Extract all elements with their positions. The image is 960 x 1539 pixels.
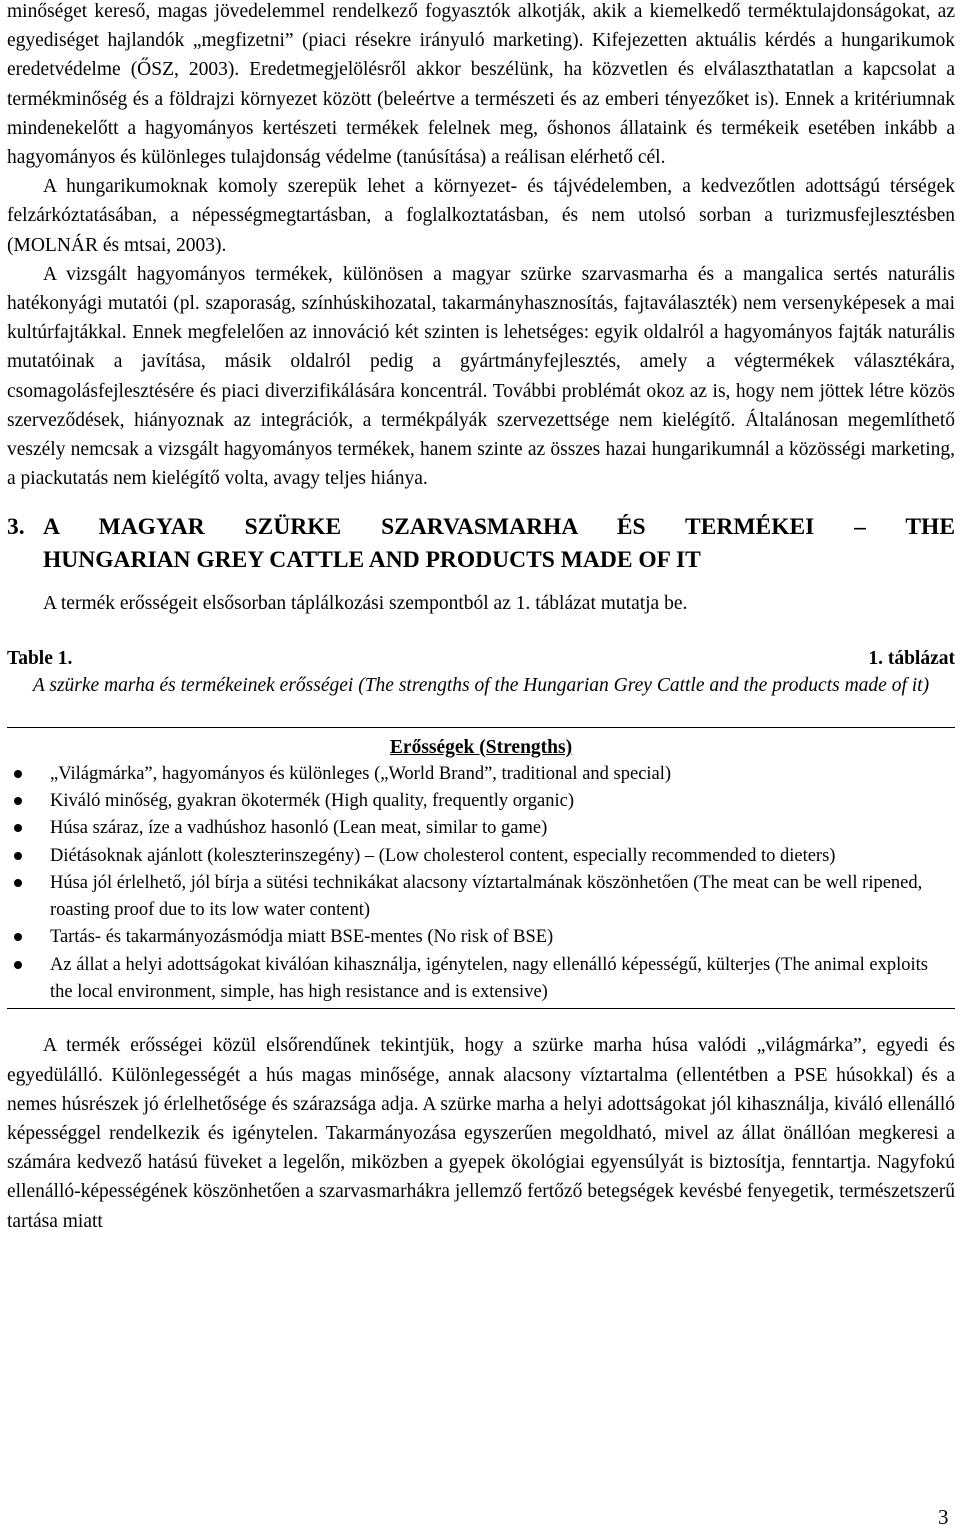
section-title-line-2: HUNGARIAN GREY CATTLE AND PRODUCTS MADE OF IT [43,547,701,574]
list-item [7,788,955,815]
list-item [7,761,955,788]
list-item [7,815,955,842]
strengths-list [7,761,955,1007]
table-label-hu: 1. táblázat [868,647,955,669]
body-paragraph-4: A termék erősségei közül elsőrendűnek tekintjük, hogy a szürke marha húsa valódi „világmárka”, egyedi és egyedülálló. Különlegességét a hús magas minősége, annak alacsony víztartalma (ellentétben a PSE húsokkal) és a nemes húsrészek jó érlelhetősége és szárazsága adja. A szürke marha a helyi adottságokat jól kihasználja, kiváló ellenálló képességgel rendelkezik és igénytelen. Takarmányozása egyszerűen megoldható, mivel az állat önállóan megkeresi a számára kedvező hatású füveket a legelőn, miközben a gyepek ökológiai egyensúlyát is biztosítja, fenntartja. Nagyfokú ellenálló-képességének köszönhetően a szarvasmarhákra jellemző fertőző betegségek kevésbé fenyegetik, természetszerű tartása miatt [7,1035,955,1232]
strengths-table [7,727,955,1010]
list-item [7,870,955,925]
section-title-line-1: A MAGYAR SZÜRKE SZARVASMARHA ÉS TERMÉKEI – THE [43,514,955,541]
bullet-icon [14,770,22,778]
table-label-row [7,645,955,672]
list-item-text: Kiváló minőség, gyakran ökotermék (High quality, frequently organic) [50,790,575,811]
list-item [7,843,955,870]
list-item-text: Diétásoknak ajánlott (koleszterinszegény) – (Low cholesterol content, especially recommended to dieters) [50,845,836,866]
list-item-text: Tartás- és takarmányozásmódja miatt BSE-mentes (No risk of BSE) [50,927,554,948]
bullet-icon [14,824,22,832]
section-title [43,511,955,577]
bullet-icon [14,797,22,805]
list-item-text: „Világmárka”, hagyományos és különleges („World Brand”, traditional and special) [50,763,672,784]
document-page [7,0,955,1236]
list-item-text: Húsa száraz, íze a vadhúshoz hasonló (Lean meat, similar to game) [50,818,548,839]
body-paragraph-1: minőséget kereső, magas jövedelemmel rendelkező fogyasztók alkotják, akik a kiemelkedő terméktulajdonságokat, az egyediséget hajlandók „megfizetni” (piaci résekre irányuló marketing). Kifejezetten aktuális kérdés a hungarikumok eredetvédelme (ŐSZ, 2003). Eredetmegjelölésről akkor beszélünk, ha közvetlen és elválaszthatatlan a kapcsolat a termékminőség és a földrajzi környezet között (beleértve a természeti és az emberi tényezőket is). Ennek a kritériumnak mindenekelőtt a hagyományos kertészeti termékek felelnek meg, őshonos állataink és termékeik esetében inkább a hagyományos és különleges tulajdonság védelme (tanúsítása) a reálisan elérhető cél. [7,1,955,169]
bullet-icon [14,852,22,860]
table-label-en: Table 1. [7,647,73,669]
list-item-text: Húsa jól érlelhető, jól bírja a sütési technikákat alacsony víztartalmának köszönhetően (The meat can be well ripened, roasting proof due to its low water content) [50,872,923,921]
body-paragraph-3: A vizsgált hagyományos termékek, különösen a magyar szürke szarvasmarha és a mangalica sertés naturális hatékonyági mutatói (pl. szaporaság, színhúskihozatal, takarmányhasznosítás, fajtaválaszték) nem versenyképesek a mai kultúrfajtákkal. Ennek megfelelően az innováció két szinten is lehetséges: egyik oldalról a hagyományos fajták naturális mutatóinak a javítása, másik oldalról pedig a gyártmányfejlesztés, amely a végtermékek választékára, csomagolásfejlesztésére és piaci diverzifikálására koncentrál. További problémát okoz az is, hogy nem jöttek létre közös szerveződések, hiányoznak az integrációk, a termékpályák szervezettsége nem kielégítő. Általánosan megemlíthető veszély nemcsak a vizsgált hagyományos termékek, hanem szinte az összes hazai hungarikumnál a közösségi marketing, a piackutatás nem kielégítő volta, avagy teljes hiánya. [7,263,955,490]
bullet-icon [14,933,22,941]
bullet-icon [14,961,22,969]
section-heading [7,511,955,577]
strengths-header: Erősségek (Strengths) [389,736,573,758]
section-number: 3. [7,514,25,541]
list-item [7,924,955,951]
page-number: 3 [938,1505,949,1529]
list-item-text: Az állat a helyi adottságokat kiválóan kihasználja, igénytelen, nagy ellenálló képességű, külterjes (The animal exploits the local environment, simple, has high resistance and is extensive) [50,954,928,1003]
bullet-icon [14,879,22,887]
body-paragraph-2: A hungarikumoknak komoly szerepük lehet a környezet- és tájvédelemben, a kedvezőtlen adottságú térségek felzárkóztatásában, a népességmegtartásban, a foglalkoztatásban, és nem utolsó sorban a turizmusfejlesztésben (MOLNÁR és mtsai, 2003). [7,176,955,256]
list-item [7,952,955,1007]
section-intro: A termék erősségeit elsősorban táplálkozási szempontból az 1. táblázat mutatja be. [43,593,688,615]
table-caption: A szürke marha és termékeinek erősségei (The strengths of the Hungarian Grey Cattle and the products made of it) [32,674,930,696]
